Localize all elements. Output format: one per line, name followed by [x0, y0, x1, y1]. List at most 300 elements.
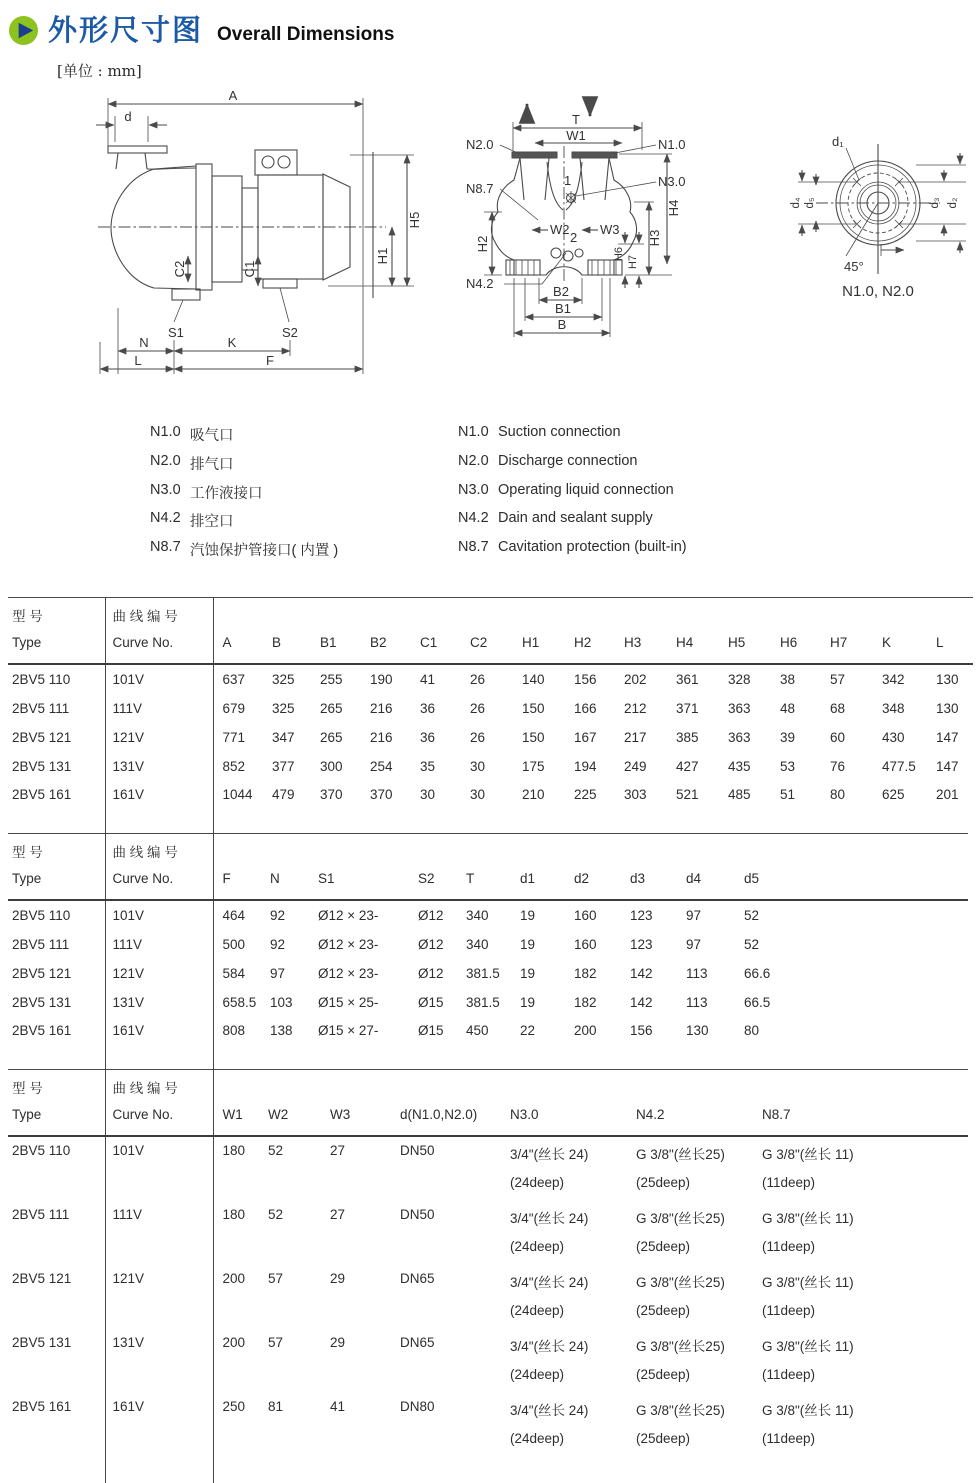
- value-cell: 363: [728, 701, 751, 716]
- value-cell: 3/4"(丝长 24) (24deep): [510, 1275, 589, 1318]
- column-header: B: [263, 598, 311, 665]
- value-cell: DN80: [400, 1399, 435, 1414]
- value-cell: 52: [268, 1143, 284, 1158]
- value-cell: 130: [936, 672, 959, 687]
- column-header: N4.2: [627, 1070, 753, 1137]
- table-row: [8, 1329, 968, 1393]
- legend-item: [150, 453, 338, 482]
- value-cell: Ø15 × 25-: [318, 995, 379, 1010]
- column-header: K: [873, 598, 927, 665]
- value-cell: 30: [420, 787, 436, 802]
- value-cell: 771: [222, 730, 246, 745]
- table-row: [8, 781, 973, 833]
- legend-item: [458, 539, 687, 568]
- flow-arrows: [527, 102, 590, 118]
- legend-code: N4.2: [458, 510, 489, 527]
- value-cell: 216: [370, 730, 393, 745]
- table-row: [8, 664, 973, 694]
- value-cell: 852: [222, 759, 246, 774]
- value-cell: 194: [574, 759, 597, 774]
- legend-item: [150, 539, 338, 568]
- value-cell: 500: [222, 937, 246, 952]
- dim-label-w3: W3: [600, 222, 620, 237]
- value-cell: 19: [520, 908, 536, 923]
- value-cell: G 3/8"(丝长25) (25deep): [636, 1403, 725, 1446]
- value-cell: 464: [222, 908, 246, 923]
- column-header: C1: [411, 598, 461, 665]
- value-cell: 52: [744, 908, 760, 923]
- dim-label-n: N: [139, 335, 149, 350]
- dim-label-d5: d₅: [804, 197, 816, 209]
- value-cell: 80: [744, 1023, 760, 1038]
- value-cell: 340: [466, 937, 489, 952]
- marker-point-2: 2: [570, 230, 578, 245]
- value-cell: Ø12 × 23-: [318, 937, 379, 952]
- value-cell: 200: [222, 1335, 246, 1350]
- column-header: L: [927, 598, 973, 665]
- value-cell: 435: [728, 759, 751, 774]
- dim-label-d1: d₁: [832, 134, 844, 149]
- unit-note: [单位 : mm]: [57, 62, 142, 80]
- column-header: T: [457, 834, 511, 901]
- value-cell: Ø15: [418, 995, 444, 1010]
- curve-no-cell: 121V: [105, 959, 213, 988]
- type-cell: 2BV5 110: [8, 900, 105, 930]
- legend-item: [458, 510, 687, 539]
- page-title-zh: 外形尺寸图: [48, 15, 204, 47]
- value-cell: 48: [780, 701, 796, 716]
- label-n87: N8.7: [466, 181, 494, 196]
- header-row: [8, 1070, 968, 1137]
- value-cell: G 3/8"(丝长 11) (11deep): [762, 1211, 854, 1254]
- value-cell: 342: [882, 672, 905, 687]
- value-cell: G 3/8"(丝长 11) (11deep): [762, 1403, 854, 1446]
- value-cell: 377: [272, 759, 295, 774]
- curve-no-cell: 111V: [105, 694, 213, 723]
- column-header: H3: [615, 598, 667, 665]
- legend-en: [458, 424, 687, 568]
- pump-body-outline: [491, 146, 636, 284]
- column-header: d(N1.0,N2.0): [391, 1070, 501, 1137]
- dim-label-45deg: 45°: [844, 259, 864, 274]
- value-cell: 216: [370, 701, 393, 716]
- dim-label-k: K: [227, 335, 237, 350]
- label-n10: N1.0: [658, 137, 686, 152]
- dim-label-b2: B2: [553, 284, 569, 299]
- value-cell: 29: [330, 1271, 346, 1286]
- value-cell: 254: [370, 759, 393, 774]
- value-cell: 361: [676, 672, 699, 687]
- value-cell: 166: [574, 701, 597, 716]
- value-cell: 76: [830, 759, 846, 774]
- value-cell: 147: [936, 730, 959, 745]
- value-cell: 255: [320, 672, 343, 687]
- type-cell: 2BV5 121: [8, 959, 105, 988]
- curve-no-cell: 131V: [105, 988, 213, 1017]
- column-header: H2: [565, 598, 615, 665]
- curve-no-cell: 101V: [105, 664, 213, 694]
- dim-label-b1: B1: [555, 301, 571, 316]
- value-cell: 430: [882, 730, 905, 745]
- table-row: [8, 930, 968, 959]
- type-cell: 2BV5 121: [8, 1265, 105, 1329]
- dim-label-h3: H3: [647, 229, 662, 247]
- dim-label-t: T: [572, 112, 580, 127]
- legend-text: Cavitation protection (built-in): [498, 539, 687, 556]
- value-cell: 130: [686, 1023, 709, 1038]
- column-header: 曲 线 编 号 Curve No.: [105, 834, 213, 901]
- value-cell: 97: [270, 966, 286, 981]
- value-cell: 57: [830, 672, 846, 687]
- dim-label-a: A: [228, 90, 238, 103]
- value-cell: DN50: [400, 1143, 435, 1158]
- column-header: W2: [259, 1070, 321, 1137]
- table-row: [8, 1265, 968, 1329]
- legend-code: N8.7: [150, 539, 181, 556]
- foot-left: [506, 260, 540, 275]
- front-view-drawing: [462, 92, 712, 357]
- value-cell: 60: [830, 730, 846, 745]
- curve-no-cell: 161V: [105, 1393, 213, 1483]
- value-cell: G 3/8"(丝长 11) (11deep): [762, 1147, 854, 1190]
- bottom-dimensions: [514, 278, 610, 337]
- legend-zh: [150, 424, 338, 568]
- value-cell: Ø15: [418, 1023, 444, 1038]
- value-cell: 57: [268, 1335, 284, 1350]
- dim-label-h7: H7: [627, 254, 639, 270]
- flange-view-drawing: [788, 126, 976, 306]
- value-cell: 123: [630, 908, 653, 923]
- value-cell: 385: [676, 730, 699, 745]
- value-cell: 26: [470, 701, 486, 716]
- value-cell: 200: [574, 1023, 597, 1038]
- dimension-table-2: [8, 833, 968, 1069]
- value-cell: 52: [744, 937, 760, 952]
- value-cell: 35: [420, 759, 436, 774]
- value-cell: 57: [268, 1271, 284, 1286]
- value-cell: 130: [936, 701, 959, 716]
- type-cell: 2BV5 131: [8, 752, 105, 781]
- value-cell: 80: [830, 787, 846, 802]
- value-cell: 66.6: [744, 966, 771, 981]
- value-cell: 182: [574, 966, 597, 981]
- table-row: [8, 1393, 968, 1483]
- column-header: 曲 线 编 号 Curve No.: [105, 1070, 213, 1137]
- value-cell: 150: [522, 730, 545, 745]
- value-cell: 658.5: [222, 995, 257, 1010]
- value-cell: 160: [574, 908, 597, 923]
- foot-right: [588, 260, 622, 275]
- value-cell: 328: [728, 672, 751, 687]
- value-cell: 3/4"(丝长 24) (24deep): [510, 1211, 589, 1254]
- legend-code: N3.0: [458, 481, 489, 498]
- legend-code: N1.0: [150, 424, 181, 440]
- value-cell: 51: [780, 787, 796, 802]
- dim-label-c1: C1: [242, 260, 257, 278]
- dim-label-s2: S2: [282, 325, 298, 340]
- legend-item: [458, 453, 687, 482]
- value-cell: 103: [270, 995, 293, 1010]
- dim-label-b: B: [557, 317, 567, 332]
- dim-label-s1: S1: [168, 325, 184, 340]
- legend-text: 汽蚀保护管接口( 内置 ): [190, 543, 339, 560]
- value-cell: 29: [330, 1335, 346, 1350]
- column-header: W3: [321, 1070, 391, 1137]
- value-cell: 38: [780, 672, 796, 687]
- value-cell: Ø12: [418, 908, 444, 923]
- curve-no-cell: 131V: [105, 1329, 213, 1393]
- column-header: B2: [361, 598, 411, 665]
- dim-label-d4: d₄: [790, 197, 802, 209]
- type-cell: 2BV5 110: [8, 1136, 105, 1201]
- value-cell: Ø12 × 23-: [318, 966, 379, 981]
- type-cell: 2BV5 161: [8, 781, 105, 833]
- column-header: 曲 线 编 号 Curve No.: [105, 598, 213, 665]
- value-cell: DN65: [400, 1271, 435, 1286]
- column-header: N8.7: [753, 1070, 968, 1137]
- value-cell: 381.5: [466, 966, 500, 981]
- value-cell: 113: [686, 966, 708, 981]
- value-cell: 39: [780, 730, 796, 745]
- column-header: 型 号 Type: [8, 834, 105, 901]
- dimension-table-3: [8, 1069, 968, 1483]
- value-cell: G 3/8"(丝长25) (25deep): [636, 1211, 725, 1254]
- value-cell: 68: [830, 701, 846, 716]
- table-row: [8, 723, 973, 752]
- column-header: H7: [821, 598, 873, 665]
- curve-no-cell: 111V: [105, 1201, 213, 1265]
- value-cell: 180: [222, 1143, 246, 1158]
- value-cell: 808: [222, 1023, 246, 1038]
- bottom-dimensions: [100, 308, 363, 374]
- dimension-table-1: [8, 597, 968, 833]
- top-section: [0, 0, 976, 597]
- legend-text: 工作液接口: [190, 485, 263, 502]
- value-cell: 325: [272, 672, 295, 687]
- value-cell: 381.5: [466, 995, 500, 1010]
- column-header: C2: [461, 598, 513, 665]
- value-cell: 81: [268, 1399, 284, 1414]
- value-cell: 150: [522, 701, 545, 716]
- value-cell: 370: [370, 787, 393, 802]
- value-cell: 347: [272, 730, 295, 745]
- page-title-en: Overall Dimensions: [217, 24, 395, 45]
- curve-no-cell: 121V: [105, 723, 213, 752]
- value-cell: 477.5: [882, 759, 916, 774]
- value-cell: 200: [222, 1271, 246, 1286]
- value-cell: DN50: [400, 1207, 435, 1222]
- value-cell: 370: [320, 787, 343, 802]
- type-cell: 2BV5 111: [8, 1201, 105, 1265]
- column-header: S1: [309, 834, 409, 901]
- value-cell: 156: [574, 672, 597, 687]
- dim-label-h5: H5: [407, 211, 422, 229]
- dim-label-h2: H2: [475, 235, 490, 253]
- curve-no-cell: 161V: [105, 1017, 213, 1069]
- table-row: [8, 1136, 968, 1201]
- type-cell: 2BV5 131: [8, 988, 105, 1017]
- table-row: [8, 694, 973, 723]
- port-labels: [466, 137, 685, 291]
- table-row: [8, 900, 968, 930]
- value-cell: 27: [330, 1207, 346, 1222]
- legend-item: [150, 510, 338, 539]
- column-header: d5: [735, 834, 968, 901]
- value-cell: 26: [470, 730, 486, 745]
- value-cell: 138: [270, 1023, 293, 1038]
- legend-code: N8.7: [458, 539, 489, 556]
- curve-no-cell: 101V: [105, 1136, 213, 1201]
- curve-no-cell: 121V: [105, 1265, 213, 1329]
- value-cell: 201: [936, 787, 959, 802]
- flange-circles: [816, 144, 940, 274]
- value-cell: 450: [466, 1023, 489, 1038]
- dim-label-c2: C2: [172, 260, 187, 278]
- value-cell: DN65: [400, 1335, 435, 1350]
- value-cell: 182: [574, 995, 597, 1010]
- value-cell: 427: [676, 759, 699, 774]
- detail-dimensions: [168, 155, 422, 340]
- column-header: F: [213, 834, 261, 901]
- column-header: 型 号 Type: [8, 598, 105, 665]
- dim-label-w1: W1: [566, 128, 586, 143]
- legend-code: N2.0: [458, 452, 489, 469]
- legend-text: 排空口: [190, 514, 234, 531]
- table-row: [8, 988, 968, 1017]
- value-cell: Ø15 × 27-: [318, 1023, 379, 1038]
- value-cell: 363: [728, 730, 751, 745]
- value-cell: 22: [520, 1023, 536, 1038]
- value-cell: 249: [624, 759, 647, 774]
- column-header: S2: [409, 834, 457, 901]
- type-cell: 2BV5 131: [8, 1329, 105, 1393]
- value-cell: 27: [330, 1143, 346, 1158]
- dim-label-f: F: [266, 353, 274, 368]
- value-cell: 142: [630, 995, 653, 1010]
- header-row: [8, 834, 968, 901]
- table-row: [8, 1017, 968, 1069]
- value-cell: 479: [272, 787, 295, 802]
- value-cell: Ø12 × 23-: [318, 908, 379, 923]
- value-cell: 212: [624, 701, 647, 716]
- value-cell: 167: [574, 730, 597, 745]
- legend-text: Discharge connection: [498, 452, 638, 469]
- value-cell: 340: [466, 908, 489, 923]
- column-header: H5: [719, 598, 771, 665]
- value-cell: 19: [520, 995, 536, 1010]
- dim-label-h6: H6: [613, 246, 625, 262]
- legend-text: 吸气口: [190, 428, 234, 444]
- dim-label-h4: H4: [666, 199, 681, 217]
- dim-label-d3: d₃: [929, 197, 941, 209]
- value-cell: Ø12: [418, 937, 444, 952]
- label-n20: N2.0: [466, 137, 494, 152]
- value-cell: 26: [470, 672, 486, 687]
- value-cell: 637: [222, 672, 246, 687]
- legend-code: N2.0: [150, 452, 181, 469]
- legend-text: Dain and sealant supply: [498, 510, 653, 527]
- top-dimensions: [513, 112, 642, 150]
- dimension-table: [8, 597, 973, 833]
- value-cell: 300: [320, 759, 343, 774]
- dimension-table: [8, 1069, 968, 1483]
- value-cell: 36: [420, 730, 436, 745]
- label-n42: N4.2: [466, 276, 494, 291]
- value-cell: 30: [470, 787, 486, 802]
- value-cell: 584: [222, 966, 246, 981]
- value-cell: 265: [320, 701, 343, 716]
- value-cell: 3/4"(丝长 24) (24deep): [510, 1339, 589, 1382]
- column-header: N: [261, 834, 309, 901]
- column-header: 型 号 Type: [8, 1070, 105, 1137]
- type-cell: 2BV5 110: [8, 664, 105, 694]
- page-header: [8, 8, 394, 49]
- value-cell: 303: [624, 787, 647, 802]
- value-cell: 97: [686, 937, 702, 952]
- table-row: [8, 959, 968, 988]
- value-cell: 190: [370, 672, 393, 687]
- type-cell: 2BV5 161: [8, 1017, 105, 1069]
- section-bullet-icon: [8, 15, 39, 51]
- header-row: [8, 598, 973, 665]
- value-cell: 97: [686, 908, 702, 923]
- value-cell: G 3/8"(丝长 11) (11deep): [762, 1339, 854, 1382]
- curve-no-cell: 131V: [105, 752, 213, 781]
- value-cell: G 3/8"(丝长25) (25deep): [636, 1147, 725, 1190]
- value-cell: Ø12: [418, 966, 444, 981]
- value-cell: 679: [222, 701, 246, 716]
- value-cell: 36: [420, 701, 436, 716]
- column-header: B1: [311, 598, 361, 665]
- value-cell: 92: [270, 908, 286, 923]
- column-header: W1: [213, 1070, 259, 1137]
- value-cell: 41: [330, 1399, 346, 1414]
- type-cell: 2BV5 121: [8, 723, 105, 752]
- value-cell: 142: [630, 966, 653, 981]
- legend-code: N3.0: [150, 481, 181, 498]
- side-view-drawing: [88, 90, 468, 390]
- dim-label-h1: H1: [375, 247, 390, 265]
- column-header: d4: [677, 834, 735, 901]
- value-cell: 41: [420, 672, 436, 687]
- legend-item: [458, 482, 687, 511]
- value-cell: 265: [320, 730, 343, 745]
- value-cell: 92: [270, 937, 286, 952]
- legend-item: [458, 424, 687, 453]
- marker-point-1: 1: [564, 173, 572, 188]
- value-cell: 3/4"(丝长 24) (24deep): [510, 1147, 589, 1190]
- value-cell: 1044: [222, 787, 253, 802]
- table-row: [8, 752, 973, 781]
- value-cell: 210: [522, 787, 545, 802]
- value-cell: 325: [272, 701, 295, 716]
- value-cell: 625: [882, 787, 905, 802]
- dimension-table: [8, 833, 968, 1069]
- value-cell: 140: [522, 672, 545, 687]
- value-cell: 175: [522, 759, 545, 774]
- value-cell: 180: [222, 1207, 246, 1222]
- legend-text: Operating liquid connection: [498, 481, 674, 498]
- dimension-tables: [8, 597, 968, 1483]
- column-header: d1: [511, 834, 565, 901]
- column-header: H6: [771, 598, 821, 665]
- dim-label-w2: W2: [550, 222, 570, 237]
- legend-item: [150, 482, 338, 511]
- legend-code: N4.2: [150, 510, 181, 527]
- legend-code: N1.0: [458, 424, 489, 440]
- curve-no-cell: 111V: [105, 930, 213, 959]
- type-cell: 2BV5 111: [8, 694, 105, 723]
